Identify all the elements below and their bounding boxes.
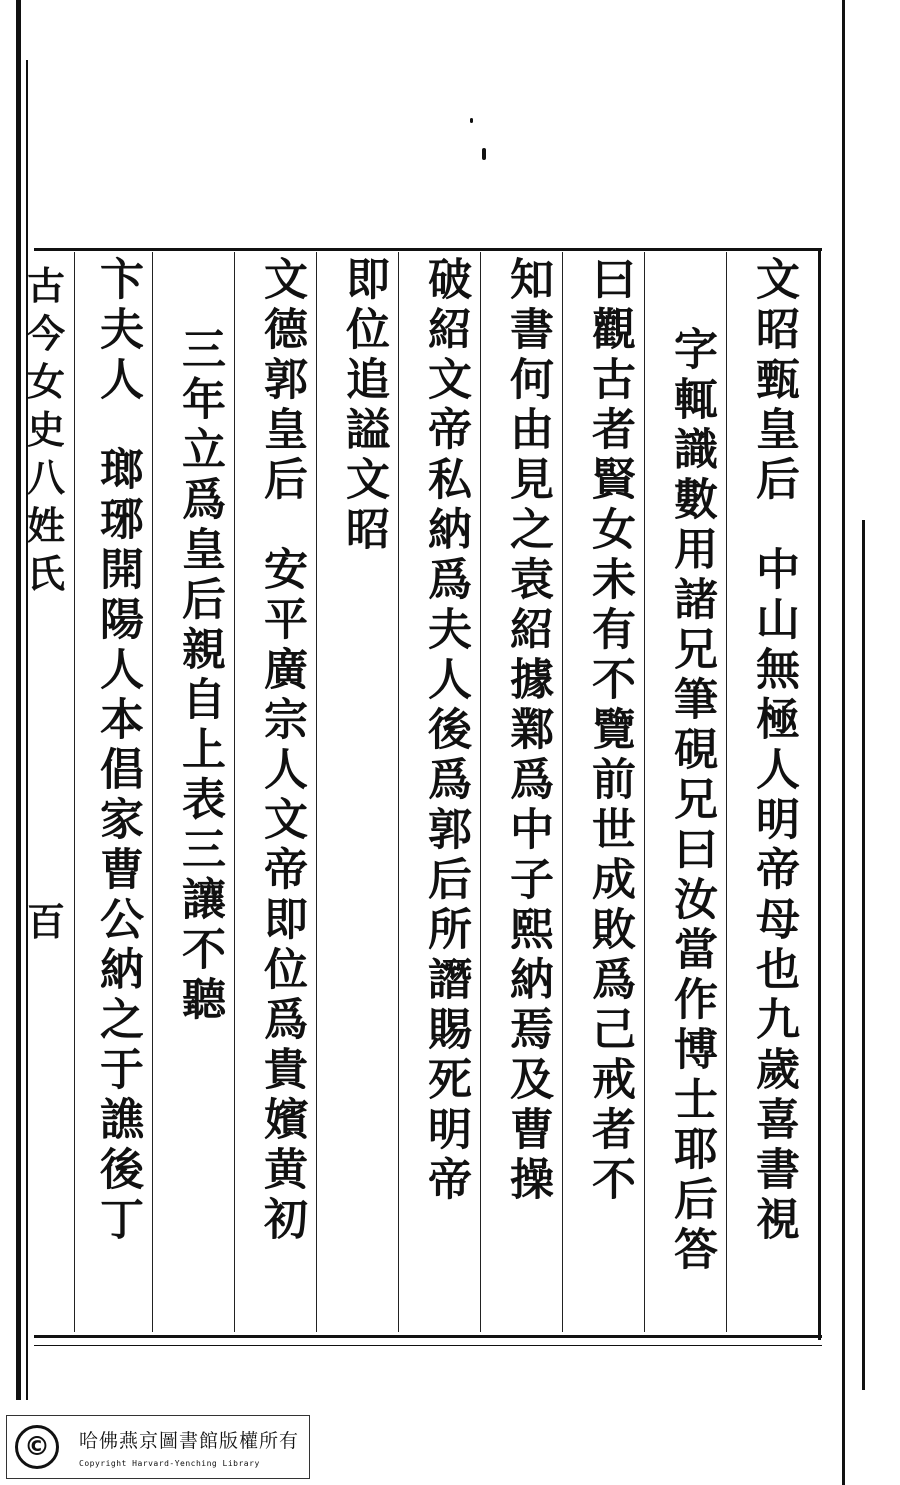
margin-title-char: 史 — [26, 407, 65, 452]
column-text: 知書何由見之袁紹據鄴爲中子熙納焉及曹操 — [502, 256, 553, 1206]
margin-title-char: 姓 — [26, 503, 65, 548]
text-column-5 — [414, 256, 476, 1331]
text-column-2 — [660, 256, 722, 1401]
column-text: 三年立爲皇后親自上表三讓不聽 — [174, 326, 225, 1026]
column-divider — [398, 252, 399, 1332]
column-text: 即位追謚文昭 — [338, 256, 389, 556]
copyright-chinese: 哈佛燕京圖書館版權所有 — [79, 1430, 300, 1452]
margin-title-char: 女 — [26, 359, 65, 404]
copyright-stamp — [6, 1415, 310, 1479]
margin-title-char: 古 — [26, 263, 65, 308]
text-column-9 — [86, 256, 148, 1331]
text-column-3 — [578, 256, 640, 1331]
text-column-6 — [332, 256, 394, 1331]
copyright-text — [79, 1426, 299, 1468]
column-text: 安平廣宗人文帝即位爲貴嬪黄初 — [256, 546, 307, 1246]
column-text: 中山無極人明帝母也九歲喜書視 — [748, 546, 799, 1246]
column-text: 破紹文帝私納爲夫人後爲郭后所譖賜死明帝 — [420, 256, 471, 1206]
column-text: 瑯琊開陽人本倡家曹公納之于譙後丁 — [92, 446, 143, 1246]
margin-book-title — [22, 262, 70, 946]
scan-speck — [470, 118, 473, 123]
entry-heading-wende: 文德郭皇后 — [256, 256, 307, 506]
page-right-edge-outer — [862, 520, 865, 1390]
column-text: 字輒識數用諸兄筆硯兄曰汝當作博士耶后答 — [666, 326, 717, 1276]
column-text: 曰觀古者賢女未有不覽前世成敗爲己戒者不 — [584, 256, 635, 1206]
margin-divider — [74, 252, 75, 1332]
text-column-7 — [250, 256, 312, 1331]
text-block-top-border — [34, 248, 822, 251]
column-divider — [562, 252, 563, 1332]
entry-heading-wenzhao: 文昭甄皇后 — [748, 256, 799, 506]
margin-title-char: 今 — [26, 311, 65, 356]
column-divider — [234, 252, 235, 1332]
column-divider — [726, 252, 727, 1332]
text-column-4 — [496, 256, 558, 1331]
column-divider — [644, 252, 645, 1332]
page-left-edge — [16, 0, 21, 1400]
text-block-right-border — [818, 250, 821, 1340]
margin-title-char: 八 — [26, 455, 65, 500]
text-column-1 — [742, 256, 804, 1331]
text-column-8 — [168, 256, 230, 1401]
margin-page-number: 百 — [26, 899, 65, 944]
column-divider — [152, 252, 153, 1332]
column-divider — [316, 252, 317, 1332]
copyright-english: Copyright Harvard-Yenching Library — [79, 1459, 260, 1468]
page-right-edge — [842, 0, 845, 1485]
column-divider — [480, 252, 481, 1332]
copyright-icon: © — [15, 1425, 59, 1469]
margin-title-char: 氏 — [26, 551, 65, 596]
entry-heading-bian: 卞夫人 — [92, 256, 143, 406]
scan-speck — [482, 148, 486, 160]
